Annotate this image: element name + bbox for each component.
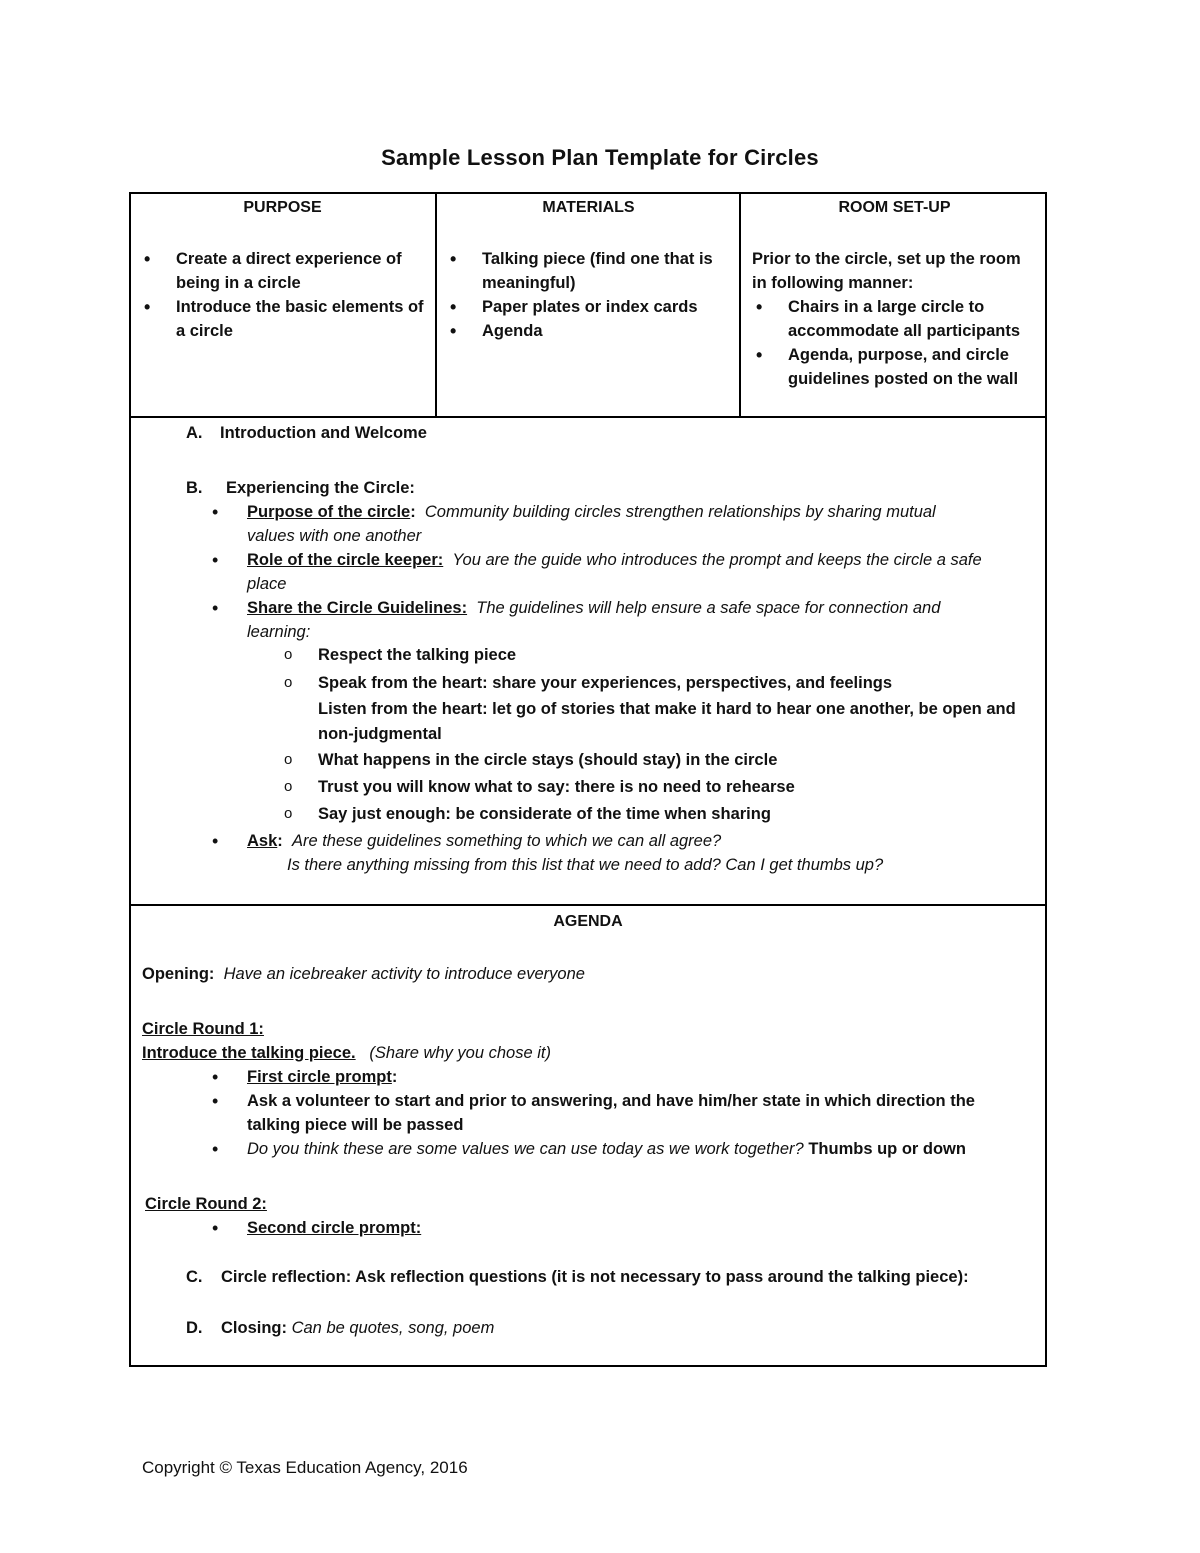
sub-bullet: o — [284, 778, 293, 795]
materials-heading: MATERIALS — [542, 199, 635, 216]
guideline-item: Respect the talking piece — [318, 646, 517, 664]
room-setup-list — [752, 295, 1037, 391]
list-item: • Chairs in a large circle to accommodate all participants — [752, 295, 1037, 343]
guideline-item: Listen from the heart: let go of stories that make it hard to hear one another, be open and — [318, 700, 1016, 718]
list-item: • Create a direct experience of being in a circle — [140, 247, 425, 295]
bullet: • — [212, 1091, 219, 1111]
section-b-heading: Experiencing the Circle: — [226, 479, 415, 497]
materials-list — [446, 247, 731, 343]
closing: Closing: Can be quotes, song, poem — [221, 1319, 495, 1337]
list-item: • Agenda, purpose, and circle guidelines posted on the wall — [752, 343, 1037, 391]
bullet: • — [212, 831, 219, 851]
column-divider — [739, 192, 741, 418]
room-setup-heading: ROOM SET-UP — [838, 199, 951, 216]
purpose-heading: PURPOSE — [243, 199, 322, 216]
role-of-keeper-cont: place — [247, 575, 287, 593]
section-b-letter: B. — [186, 479, 203, 497]
list-item: • Introduce the basic elements of a circle — [140, 295, 425, 343]
share-guidelines-cont: learning: — [247, 623, 311, 641]
guideline-item: Trust you will know what to say: there is no need to rehearse — [318, 778, 795, 796]
list-item: • Paper plates or index cards — [446, 295, 731, 319]
page-title: Sample Lesson Plan Template for Circles — [381, 145, 819, 170]
purpose-of-circle: Purpose of the circle: Community building circles strengthen relationships by sharing mutual — [247, 503, 936, 521]
row-divider — [129, 904, 1047, 906]
values-question: Do you think these are some values we can use today as we work together? Thumbs up or down — [247, 1140, 966, 1158]
section-c-letter: C. — [186, 1268, 203, 1286]
section-a-letter: A. — [186, 424, 203, 442]
ask-agreement-cont: Is there anything missing from this list that we need to add? Can I get thumbs up? — [287, 856, 884, 874]
ask-agreement: Ask: Are these guidelines something to which we can all agree? — [247, 832, 722, 850]
materials-cell — [446, 196, 731, 343]
bullet: • — [212, 1218, 219, 1238]
introduce-talking-piece: Introduce the talking piece. (Share why you chose it) — [142, 1044, 551, 1062]
volunteer-instruction-cont: talking piece will be passed — [247, 1116, 464, 1134]
guideline-item: What happens in the circle stays (should stay) in the circle — [318, 751, 778, 769]
sub-bullet: o — [284, 751, 293, 768]
room-setup-intro: Prior to the circle, set up the room in following manner: — [752, 250, 1021, 292]
purpose-list — [140, 247, 425, 343]
purpose-of-circle-cont: values with one another — [247, 527, 422, 545]
copyright-footer: Copyright © Texas Education Agency, 2016 — [142, 1458, 468, 1477]
sub-bullet: o — [284, 646, 293, 663]
agenda-opening: Opening: Have an icebreaker activity to introduce everyone — [142, 965, 585, 983]
volunteer-instruction: Ask a volunteer to start and prior to answering, and have him/her state in which direction the — [247, 1092, 975, 1110]
circle-reflection: Circle reflection: Ask reflection questions (it is not necessary to pass around the talking piece): — [221, 1268, 969, 1286]
agenda-heading: AGENDA — [553, 913, 623, 930]
purpose-cell — [140, 196, 425, 343]
bullet: • — [212, 550, 219, 570]
bullet: • — [212, 502, 219, 522]
second-circle-prompt: Second circle prompt: — [247, 1219, 422, 1237]
bullet: • — [212, 598, 219, 618]
sub-bullet: o — [284, 674, 293, 691]
circle-round-2-heading: Circle Round 2: — [145, 1195, 267, 1213]
role-of-keeper: Role of the circle keeper: You are the guide who introduces the prompt and keeps the circle a safe — [247, 551, 982, 569]
list-item: • Agenda — [446, 319, 731, 343]
list-item: • Talking piece (find one that is meaningful) — [446, 247, 731, 295]
guideline-item: Say just enough: be considerate of the time when sharing — [318, 805, 771, 823]
section-d-letter: D. — [186, 1319, 203, 1337]
column-divider — [435, 192, 437, 418]
section-a-heading: Introduction and Welcome — [220, 424, 427, 442]
room-setup-cell — [752, 196, 1037, 391]
bullet: • — [212, 1139, 219, 1159]
share-guidelines: Share the Circle Guidelines: The guidelines will help ensure a safe space for connection and — [247, 599, 941, 617]
circle-round-1-heading: Circle Round 1: — [142, 1020, 264, 1038]
guideline-item: Speak from the heart: share your experiences, perspectives, and feelings — [318, 674, 893, 692]
bullet: • — [212, 1067, 219, 1087]
guideline-item-cont: non-judgmental — [318, 725, 442, 743]
row-divider — [129, 416, 1047, 418]
first-circle-prompt: First circle prompt: — [247, 1068, 398, 1086]
sub-bullet: o — [284, 805, 293, 822]
